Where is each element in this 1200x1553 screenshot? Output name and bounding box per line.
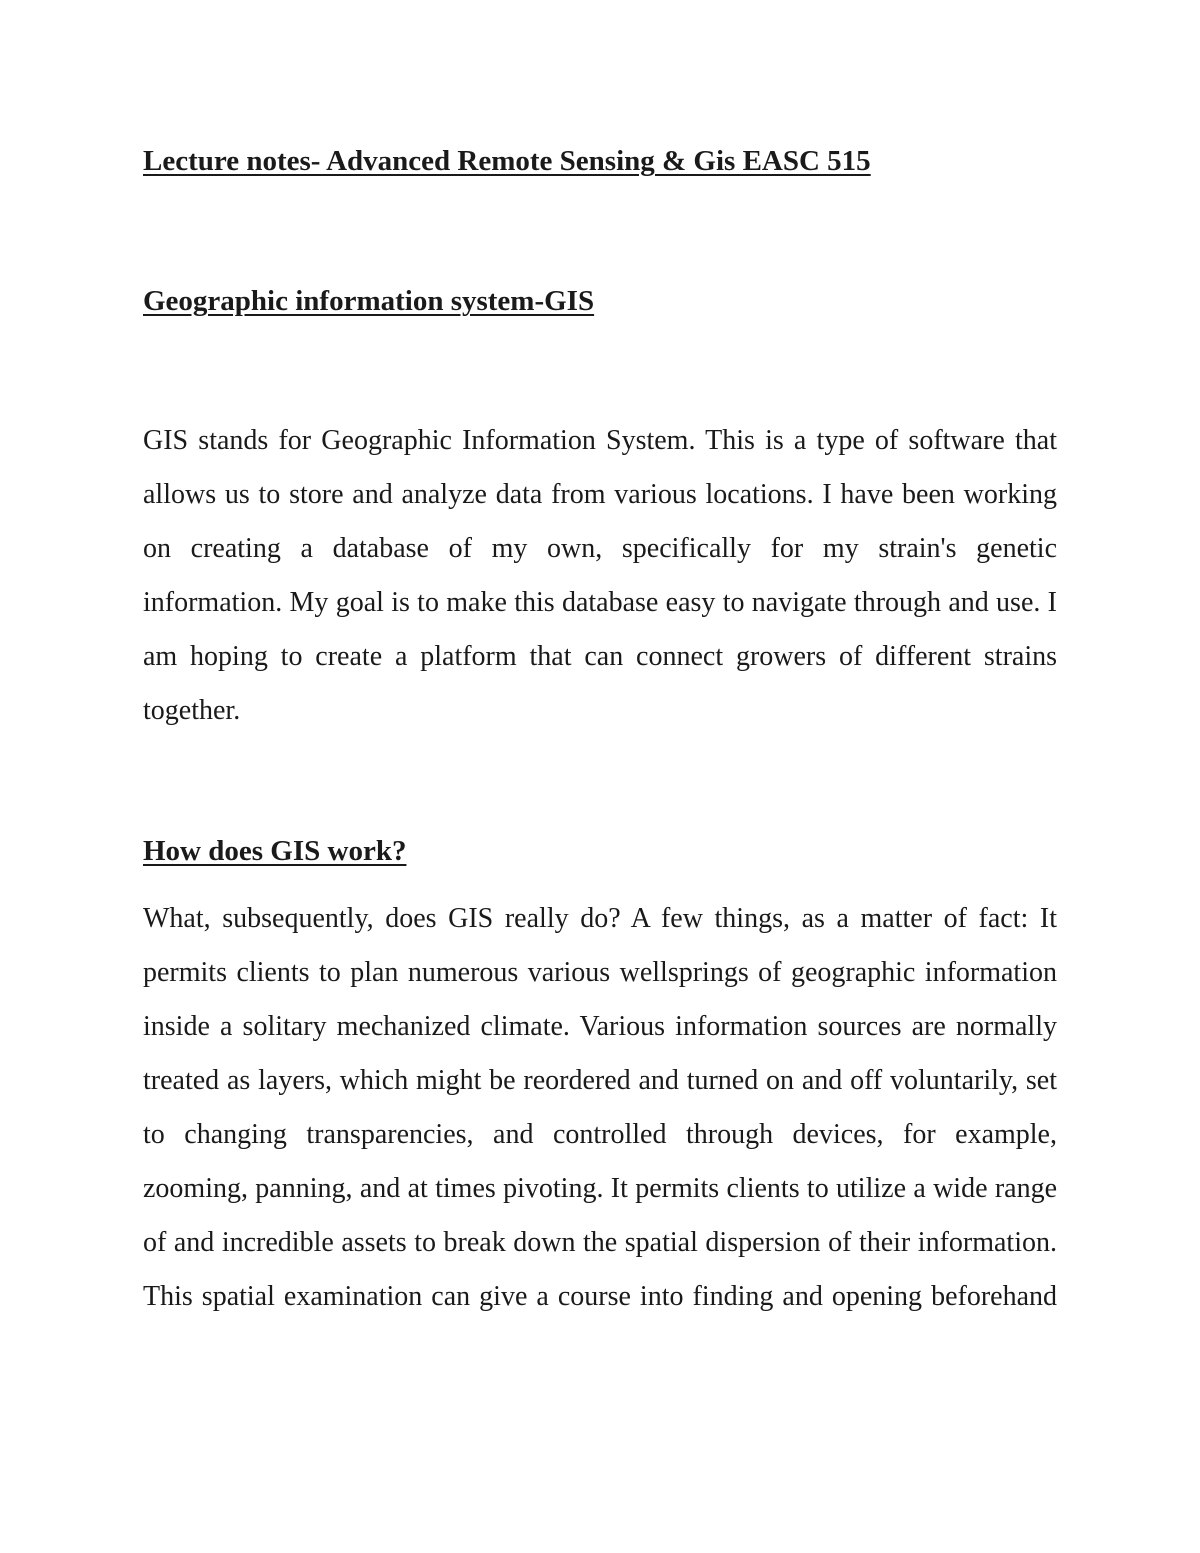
section-body-how-gis-works: What, subsequently, does GIS really do? A few things, as a matter of fact: It permits clients to plan numerous various wellsprings of geographic information inside a solitary mechanized climate. Various information sources are normally treated as layers, which might be reordered and turned on and off voluntarily, set to changing transparencies, and controlled through devices, for example, zooming, panning, and at times pivoting. It permits clients to utilize a wide range of and incredible assets to break down the spatial dispersion of their information. This spatial examination can give a course into finding and opening beforehand (143, 903, 1057, 1312)
document-title: Lecture notes- Advanced Remote Sensing & Gis EASC 515 (143, 145, 871, 177)
section-heading-how-gis-works: How does GIS work? (143, 835, 407, 867)
section-body-gis: GIS stands for Geographic Information System. This is a type of software that allows us to store and analyze data from various locations. I have been working on creating a database of my own, specifically for my strain's genetic information. My goal is to make this database easy to navigate through and use. I am hoping to create a platform that can connect growers of different strains together. (143, 425, 1057, 726)
section-heading-gis: Geographic information system-GIS (143, 285, 595, 317)
